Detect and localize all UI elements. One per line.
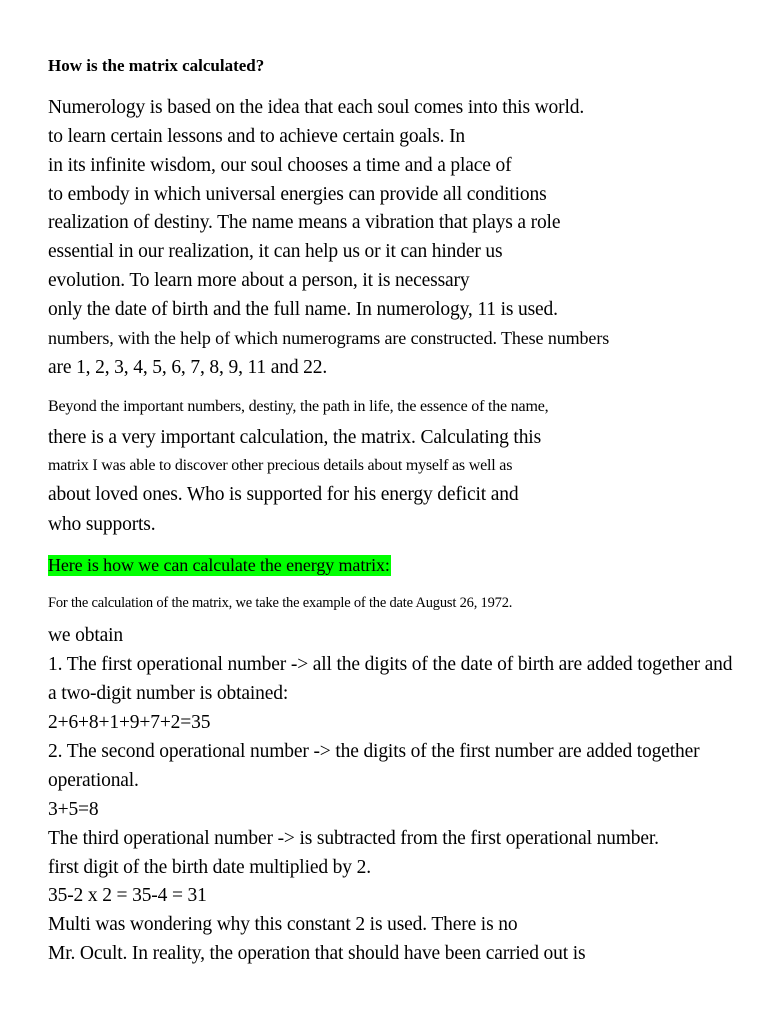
paragraph-line: essential in our realization, it can help us or it can hinder us xyxy=(48,241,503,262)
paragraph-line: who supports. xyxy=(48,514,156,535)
section-heading: How is the matrix calculated? xyxy=(48,56,265,75)
step-line: Mr. Ocult. In reality, the operation that should have been carried out is xyxy=(48,943,586,964)
paragraph-line: there is a very important calculation, the matrix. Calculating this xyxy=(48,427,542,448)
step-line: we obtain xyxy=(48,625,124,646)
highlighted-text: Here is how we can calculate the energy matrix: xyxy=(48,555,390,575)
paragraph-line: in its infinite wisdom, our soul chooses a time and a place of xyxy=(48,155,512,176)
step-line: 1. The first operational number -> all the digits of the date of birth are added together and xyxy=(48,654,733,675)
paragraph-line: evolution. To learn more about a person, it is necessary xyxy=(48,270,470,291)
step-line: The third operational number -> is subtracted from the first operational number. xyxy=(48,828,659,849)
paragraph-line: are 1, 2, 3, 4, 5, 6, 7, 8, 9, 11 and 22. xyxy=(48,357,328,378)
paragraph-line: numbers, with the help of which numerograms are constructed. These numbers xyxy=(48,328,610,348)
paragraph-line: to learn certain lessons and to achieve certain goals. In xyxy=(48,126,466,147)
step-line: operational. xyxy=(48,770,139,791)
example-intro: For the calculation of the matrix, we take the example of the date August 26, 1972. xyxy=(48,595,513,611)
highlighted-callout xyxy=(48,556,391,574)
paragraph-line: Beyond the important numbers, destiny, the path in life, the essence of the name, xyxy=(48,398,549,415)
step-line: a two-digit number is obtained: xyxy=(48,683,289,704)
paragraph-line: about loved ones. Who is supported for his energy deficit and xyxy=(48,484,519,505)
paragraph-line: only the date of birth and the full name. In numerology, 11 is used. xyxy=(48,299,558,320)
step-formula: 2+6+8+1+9+7+2=35 xyxy=(48,712,211,733)
paragraph-line: realization of destiny. The name means a vibration that plays a role xyxy=(48,212,561,233)
step-formula: 35-2 x 2 = 35-4 = 31 xyxy=(48,885,207,906)
step-line: Multi was wondering why this constant 2 is used. There is no xyxy=(48,914,518,935)
step-formula: 3+5=8 xyxy=(48,799,99,820)
paragraph-line: matrix I was able to discover other precious details about myself as well as xyxy=(48,457,513,474)
step-line: first digit of the birth date multiplied by 2. xyxy=(48,857,371,878)
step-line: 2. The second operational number -> the digits of the first number are added together xyxy=(48,741,700,762)
paragraph-line: to embody in which universal energies can provide all conditions xyxy=(48,184,547,205)
paragraph-line: Numerology is based on the idea that each soul comes into this world. xyxy=(48,97,585,118)
